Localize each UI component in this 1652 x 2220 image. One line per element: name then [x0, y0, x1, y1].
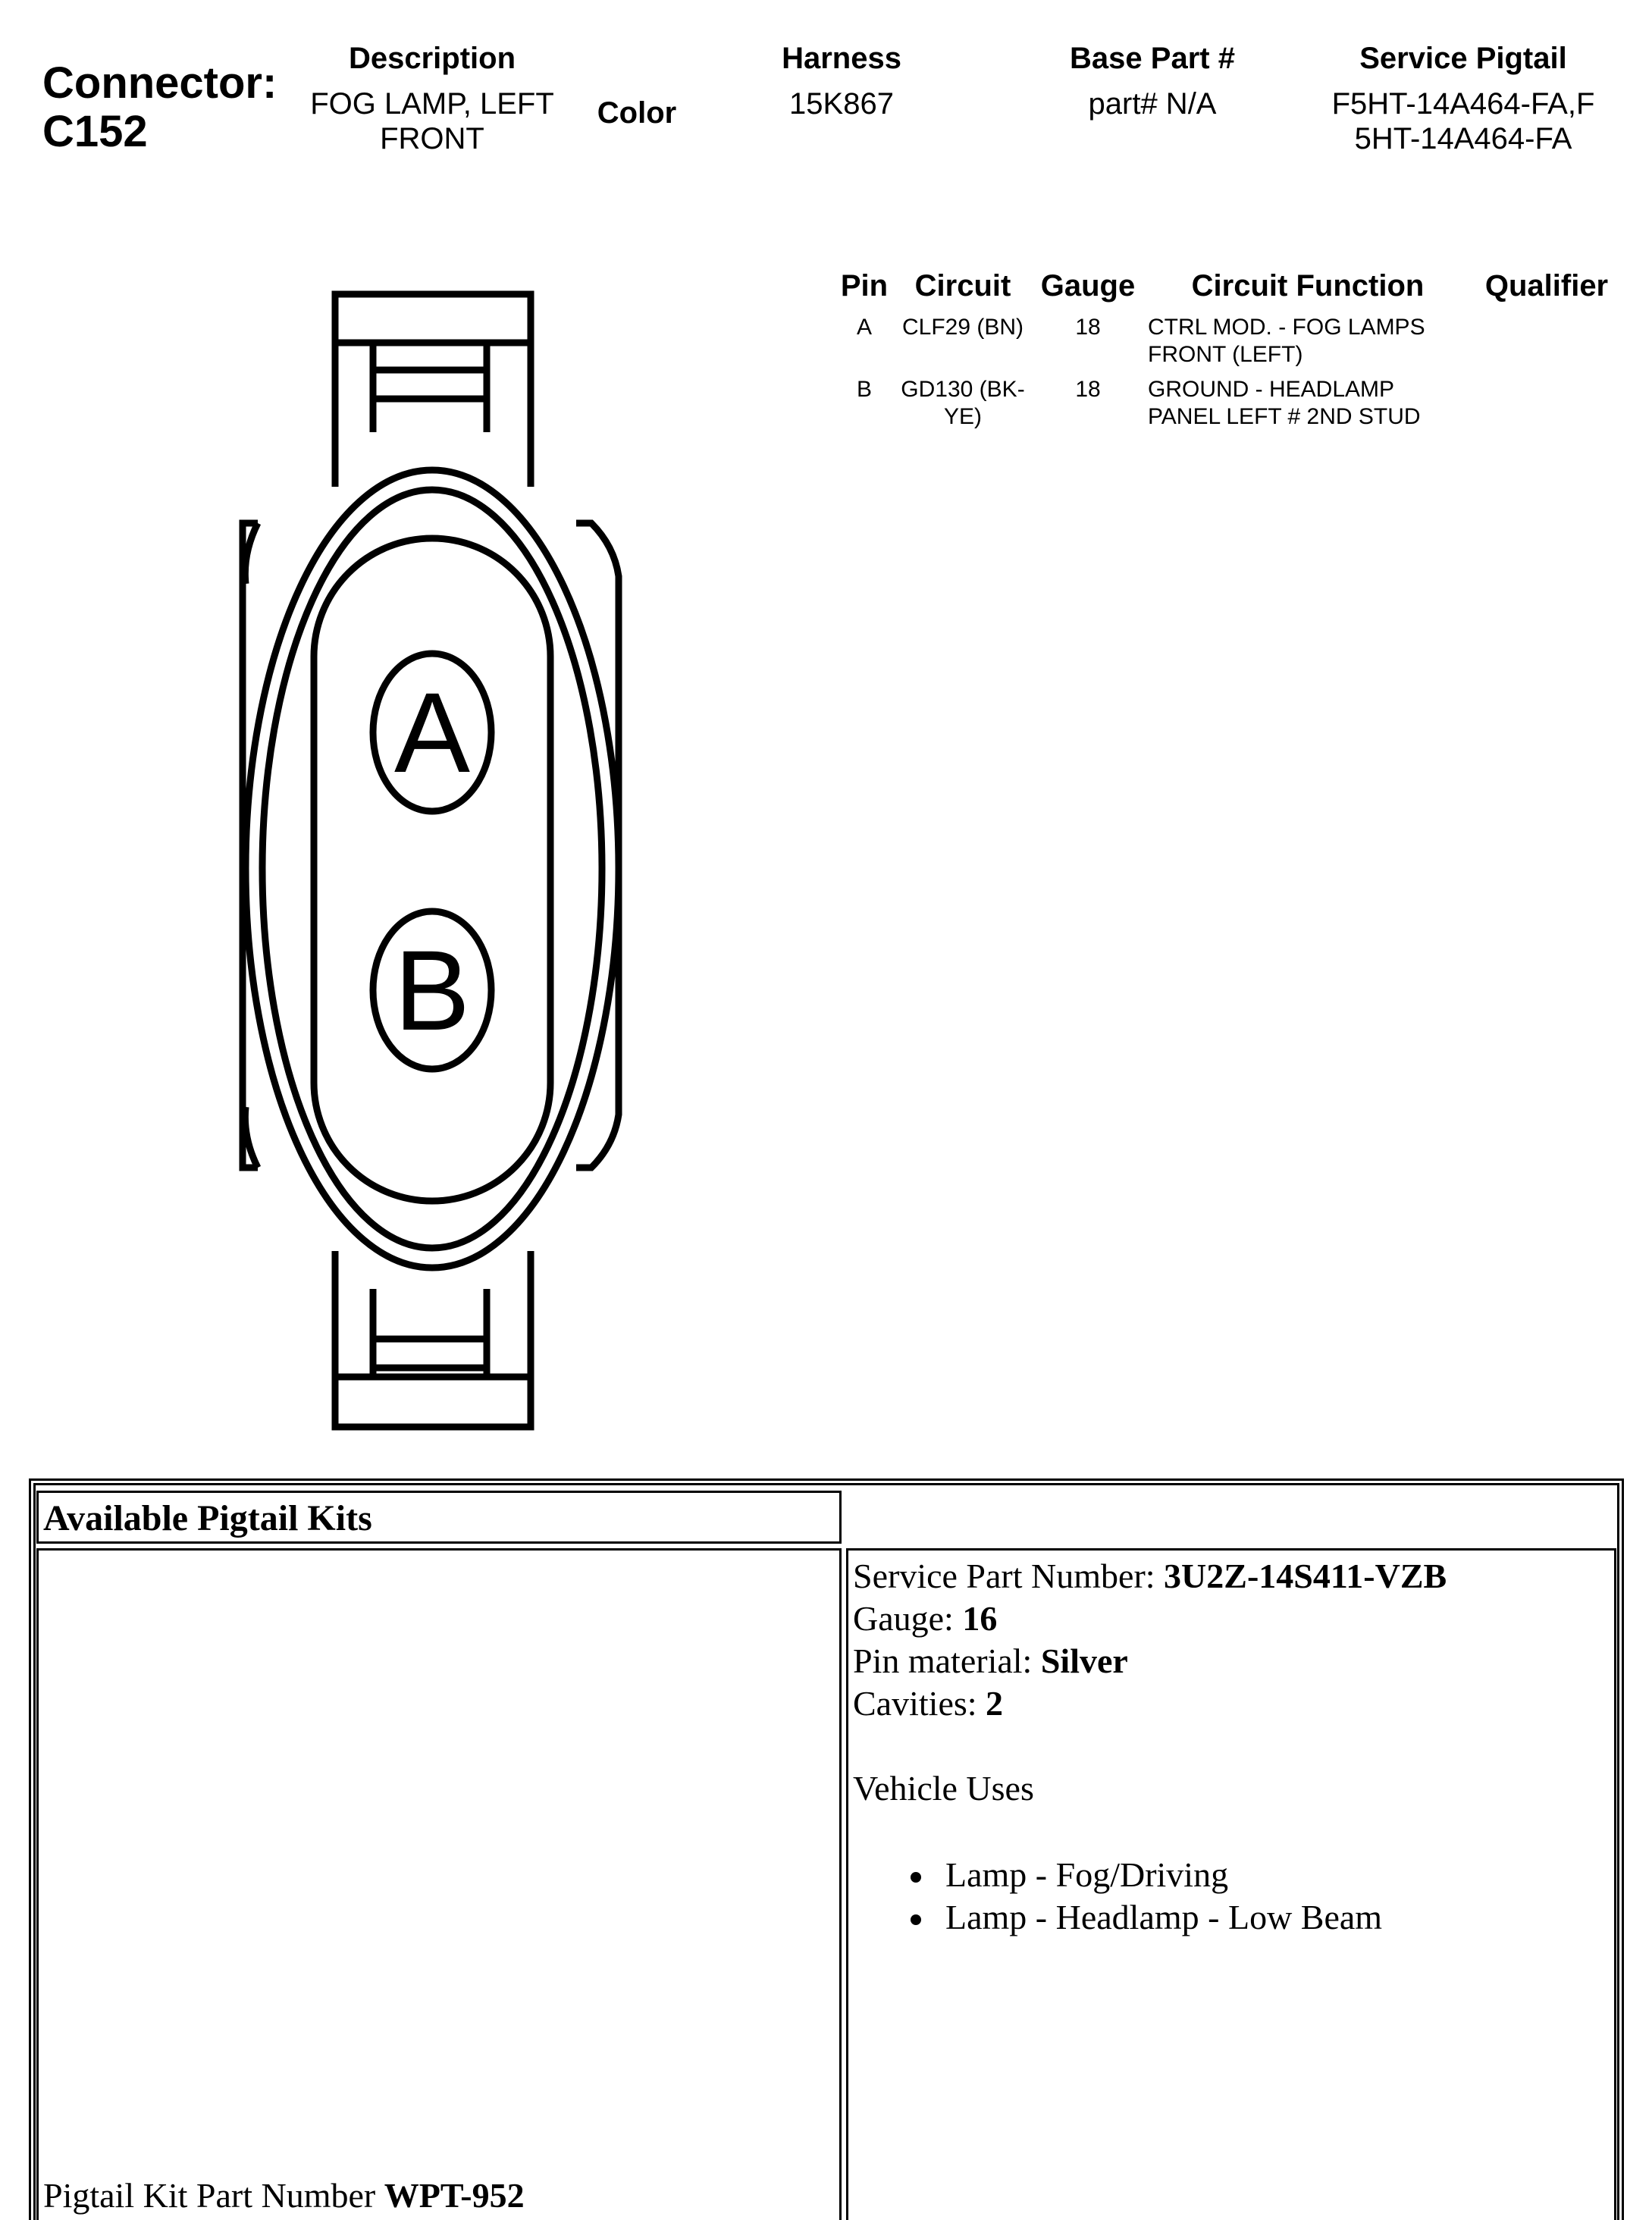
harness-value: 15K867 — [789, 87, 894, 121]
connector-title — [42, 59, 277, 156]
vehicle-uses-title: Vehicle Uses — [853, 1769, 1034, 1808]
row-a-gauge: 18 — [1075, 315, 1101, 340]
row-b-pin: B — [856, 377, 872, 402]
row-b-circuit: GD130 (BK-YE) — [901, 377, 1025, 429]
cavities-value: 2 — [986, 1684, 1004, 1723]
service-pigtail-value: F5HT-14A464-FA,F5HT-14A464-FA — [1331, 87, 1595, 155]
pin-col-header: Pin — [840, 269, 889, 303]
cavities-label: Cavities: — [853, 1684, 986, 1723]
gauge-col-header: Gauge — [1040, 269, 1136, 303]
vehicle-uses-list — [853, 1854, 1382, 1939]
service-part-label: Service Part Number: — [853, 1557, 1165, 1595]
row-b-gauge: 18 — [1075, 377, 1101, 402]
pigtail-right-cell — [846, 1548, 1616, 2220]
list-item — [853, 1854, 1382, 1896]
harness-header: Harness — [782, 42, 901, 75]
pigtail-kit-part-number — [43, 2175, 525, 2217]
vehicle-use-label: Lamp - Fog/Driving — [945, 1855, 1229, 1894]
bullet-icon — [911, 1914, 921, 1925]
row-a-pin: A — [856, 315, 872, 340]
description-header: Description — [348, 42, 516, 75]
connector-face-diagram — [220, 281, 644, 1433]
service-pigtail-header: Service Pigtail — [1359, 42, 1567, 75]
gauge-value: 16 — [962, 1599, 998, 1638]
vehicle-use-label: Lamp - Headlamp - Low Beam — [945, 1898, 1383, 1936]
connector-label: Connector: — [42, 58, 277, 108]
qualifier-col-header: Qualifier — [1484, 269, 1609, 303]
gauge-line — [853, 1598, 997, 1640]
color-header: Color — [597, 96, 677, 130]
function-col-header: Circuit Function — [1191, 269, 1425, 303]
top-latch-housing — [335, 294, 531, 487]
row-b-function: GROUND - HEADLAMP PANEL LEFT # 2ND STUD — [1148, 377, 1421, 429]
connector-id: C152 — [42, 107, 148, 156]
pin-material-line — [853, 1640, 1128, 1682]
bottom-latch-tab — [373, 1339, 487, 1368]
base-part-header: Base Part # — [1070, 42, 1235, 75]
list-item — [853, 1896, 1382, 1939]
pin-a-label: A — [393, 669, 471, 796]
pigtail-kit-value: WPT-952 — [384, 2176, 525, 2215]
row-a-circuit: CLF29 (BN) — [901, 315, 1024, 340]
bullet-icon — [911, 1872, 921, 1883]
gauge-label: Gauge: — [853, 1599, 963, 1638]
circuit-col-header: Circuit — [914, 269, 1011, 303]
pigtail-kit-label: Pigtail Kit Part Number — [43, 2176, 384, 2215]
service-part-value: 3U2Z-14S411-VZB — [1164, 1557, 1447, 1595]
pin-b-label: B — [393, 927, 471, 1054]
top-latch-tab — [373, 370, 487, 399]
pigtail-title: Available Pigtail Kits — [43, 1498, 372, 1538]
pigtail-left-cell — [36, 1548, 842, 2220]
pigtail-title-cell — [36, 1491, 842, 1544]
description-value: FOG LAMP, LEFT FRONT — [310, 87, 554, 155]
base-part-value: part# N/A — [1088, 87, 1217, 121]
pin-material-value: Silver — [1040, 1641, 1128, 1680]
row-a-function: CTRL MOD. - FOG LAMPS FRONT (LEFT) — [1148, 315, 1425, 367]
outer-housing — [246, 470, 619, 1268]
pin-material-label: Pin material: — [853, 1641, 1041, 1680]
cavities-line — [853, 1682, 1003, 1725]
service-part-line — [853, 1555, 1447, 1598]
